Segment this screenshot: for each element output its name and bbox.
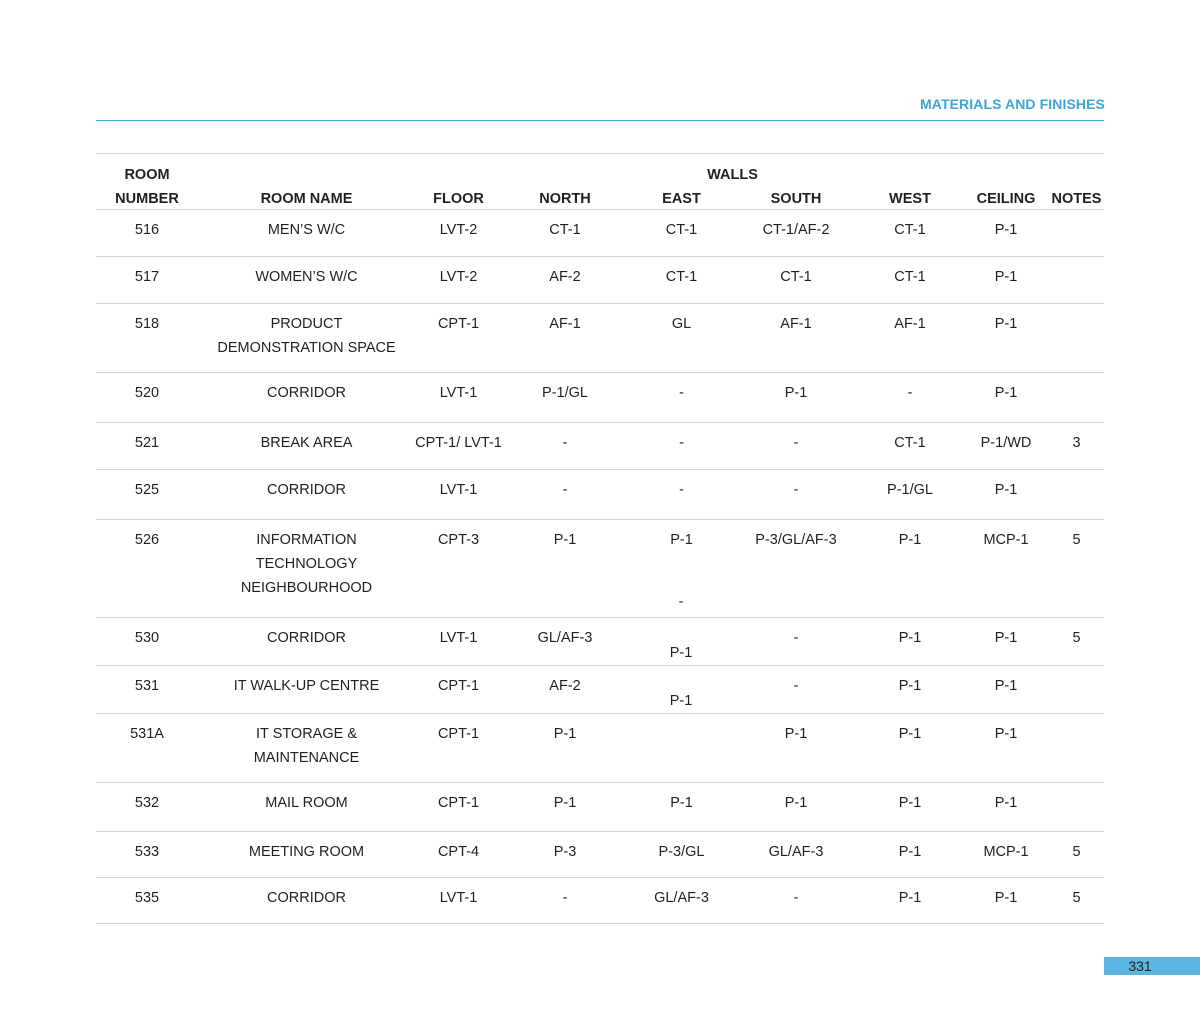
cell-west [857, 878, 963, 924]
cell-north [502, 304, 628, 373]
cell-floor [415, 783, 502, 832]
cell-ceiling-text: MCP-1 [983, 844, 1029, 860]
cell-name-text: PRODUCT DEMONSTRATION SPACE [217, 316, 396, 356]
cell-floor-text: LVT-1 [439, 630, 478, 646]
table-row [96, 783, 1104, 832]
table-row [96, 878, 1104, 924]
cell-north [502, 878, 628, 924]
cell-floor-text: CPT-1 [437, 726, 480, 742]
cell-ceiling [963, 470, 1049, 520]
cell-name [198, 304, 415, 373]
cell-ceiling-text: MCP-1 [983, 532, 1029, 548]
cell-notes-text: 5 [1072, 844, 1081, 860]
cell-ceiling-text: P-1 [994, 385, 1018, 401]
cell-south [735, 520, 857, 618]
cell-north-text: P-1/GL [542, 385, 588, 401]
cell-name-text: INFORMATION TECHNOLOGY NEIGHBOURHOOD [240, 532, 373, 596]
cell-room-text: 521 [134, 435, 160, 451]
cell-west-text: AF-1 [894, 316, 926, 332]
cell-room [96, 423, 198, 470]
cell-south-text: - [793, 435, 799, 451]
cell-room-text: 532 [134, 795, 160, 811]
cell-ceiling-text: P-1 [994, 482, 1018, 498]
cell-ceiling [963, 373, 1049, 423]
cell-room-text: 516 [134, 222, 160, 238]
cell-notes [1049, 783, 1104, 832]
cell-notes [1049, 470, 1104, 520]
cell-south-text: GL/AF-3 [768, 844, 824, 860]
cell-room [96, 878, 198, 924]
cell-north-text: AF-2 [549, 678, 581, 694]
cell-north [502, 423, 628, 470]
cell-south-text: P-1 [784, 385, 808, 401]
cell-north [502, 210, 628, 257]
cell-name [198, 666, 415, 714]
cell-west [857, 714, 963, 783]
cell-name [198, 210, 415, 257]
cell-ceiling-text: P-1 [994, 630, 1018, 646]
cell-name [198, 714, 415, 783]
cell-west-text: P-1 [898, 844, 922, 860]
cell-ceiling [963, 714, 1049, 783]
cell-room-text: 526 [134, 532, 160, 548]
cell-ceiling [963, 210, 1049, 257]
cell-room [96, 373, 198, 423]
cell-north-text: CT-1 [549, 222, 581, 238]
cell-east [628, 714, 735, 783]
cell-east [628, 304, 735, 373]
cell-north-text: - [562, 890, 568, 906]
cell-east-text: P-1 [670, 532, 693, 548]
cell-ceiling-text: P-1 [994, 890, 1018, 906]
cell-south [735, 257, 857, 304]
header-walls-group: WALLS [707, 167, 758, 183]
cell-notes-text [1049, 783, 1104, 791]
cell-notes [1049, 832, 1104, 878]
cell-room [96, 470, 198, 520]
cell-floor-text: CPT-1/ LVT-1 [415, 435, 502, 451]
table-row [96, 373, 1104, 423]
cell-notes-text [1049, 666, 1104, 674]
cell-south [735, 783, 857, 832]
cell-room-text: 530 [134, 630, 160, 646]
cell-room-text: 531A [130, 726, 164, 742]
cell-name [198, 470, 415, 520]
header-room-name: ROOM NAME [198, 183, 415, 210]
cell-room [96, 714, 198, 783]
east-merged-p1-b: P-1 [669, 693, 693, 709]
cell-name-text: CORRIDOR [267, 630, 346, 646]
cell-floor-text: CPT-1 [437, 316, 480, 332]
table-row [96, 423, 1104, 470]
cell-name-text: IT STORAGE & MAINTENANCE [253, 726, 360, 766]
cell-ceiling [963, 666, 1049, 714]
cell-notes [1049, 618, 1104, 666]
header-east: EAST [628, 183, 735, 210]
cell-floor-text: CPT-3 [437, 532, 480, 548]
cell-west [857, 618, 963, 666]
cell-west-text: CT-1 [894, 435, 926, 451]
cell-ceiling-text: P-1 [994, 316, 1018, 332]
cell-room [96, 832, 198, 878]
cell-name [198, 520, 415, 618]
cell-east [628, 878, 735, 924]
cell-name [198, 783, 415, 832]
cell-ceiling [963, 257, 1049, 304]
table-row [96, 520, 1104, 618]
cell-west [857, 520, 963, 618]
table-row [96, 714, 1104, 783]
cell-south-text: P-3/GL/AF-3 [755, 532, 837, 548]
cell-west-text: P-1/GL [887, 482, 933, 498]
cell-ceiling-text: P-1 [994, 795, 1018, 811]
cell-west [857, 470, 963, 520]
cell-north [502, 618, 628, 666]
cell-name [198, 832, 415, 878]
cell-floor-text: LVT-2 [439, 269, 478, 285]
cell-name [198, 878, 415, 924]
cell-ceiling [963, 304, 1049, 373]
cell-floor [415, 666, 502, 714]
table-row [96, 832, 1104, 878]
cell-floor [415, 210, 502, 257]
cell-ceiling [963, 618, 1049, 666]
cell-floor [415, 373, 502, 423]
cell-north-text: GL/AF-3 [537, 630, 593, 646]
cell-east-text: GL [671, 316, 692, 332]
cell-notes [1049, 878, 1104, 924]
cell-room-text: 518 [134, 316, 160, 332]
cell-ceiling [963, 878, 1049, 924]
cell-south-text: P-1 [784, 795, 808, 811]
cell-west-text: P-1 [898, 795, 922, 811]
cell-notes [1049, 373, 1104, 423]
title-divider [96, 120, 1104, 121]
cell-south [735, 832, 857, 878]
cell-south [735, 666, 857, 714]
cell-notes-text [1049, 210, 1104, 218]
cell-floor [415, 304, 502, 373]
cell-west [857, 304, 963, 373]
cell-floor-text: LVT-1 [439, 482, 478, 498]
cell-south-text: - [793, 482, 799, 498]
cell-floor [415, 832, 502, 878]
cell-notes [1049, 714, 1104, 783]
cell-name-text: MEETING ROOM [248, 844, 365, 860]
cell-floor-text: LVT-1 [439, 890, 478, 906]
cell-floor-text: LVT-1 [439, 385, 478, 401]
cell-east-text: CT-1 [665, 269, 698, 285]
finishes-table [96, 154, 1104, 924]
cell-west-text: CT-1 [894, 269, 926, 285]
cell-room [96, 257, 198, 304]
cell-north [502, 470, 628, 520]
cell-south-text: - [793, 678, 799, 694]
cell-notes [1049, 423, 1104, 470]
table-row [96, 618, 1104, 666]
cell-name-text: IT WALK-UP CENTRE [233, 678, 380, 694]
cell-west [857, 210, 963, 257]
cell-east-text: - [679, 482, 684, 498]
cell-floor [415, 878, 502, 924]
cell-east [628, 832, 735, 878]
cell-north-text: AF-2 [549, 269, 581, 285]
cell-floor-text: CPT-1 [437, 678, 480, 694]
cell-ceiling [963, 783, 1049, 832]
cell-room-text: 535 [134, 890, 160, 906]
cell-north [502, 832, 628, 878]
header-room-number-line2: NUMBER [96, 183, 198, 210]
table-row [96, 666, 1104, 714]
cell-west [857, 423, 963, 470]
cell-south-text: P-1 [784, 726, 808, 742]
cell-north-text: AF-1 [549, 316, 581, 332]
cell-room [96, 304, 198, 373]
cell-name [198, 257, 415, 304]
cell-floor [415, 618, 502, 666]
cell-west [857, 666, 963, 714]
cell-ceiling-text: P-1 [994, 678, 1018, 694]
cell-south [735, 618, 857, 666]
cell-name-text: MEN’S W/C [267, 222, 346, 238]
header-south: SOUTH [735, 183, 857, 210]
cell-south [735, 878, 857, 924]
cell-west-text: P-1 [898, 678, 922, 694]
cell-ceiling [963, 832, 1049, 878]
header-floor: FLOOR [415, 183, 502, 210]
header-room-number-line1: ROOM [124, 167, 170, 183]
cell-south [735, 210, 857, 257]
cell-notes-text [1049, 257, 1104, 265]
cell-east-text: - [679, 385, 684, 401]
cell-east-text: CT-1 [665, 222, 698, 238]
cell-notes-text: 5 [1072, 532, 1081, 548]
cell-notes-text [1049, 714, 1104, 722]
cell-notes-text: 3 [1072, 435, 1081, 451]
table-row [96, 470, 1104, 520]
cell-notes-text [1049, 373, 1104, 381]
table-row [96, 257, 1104, 304]
cell-name-text: CORRIDOR [267, 890, 346, 906]
cell-west-text: P-1 [898, 630, 922, 646]
cell-room [96, 618, 198, 666]
cell-north-text: - [562, 482, 568, 498]
cell-room-text: 517 [134, 269, 160, 285]
cell-north [502, 783, 628, 832]
page-number: 331 [1128, 958, 1152, 974]
cell-floor-text: CPT-4 [437, 844, 480, 860]
cell-notes-text: 5 [1072, 890, 1081, 906]
cell-east [628, 423, 735, 470]
cell-notes [1049, 666, 1104, 714]
cell-south-text: - [793, 630, 799, 646]
cell-room [96, 210, 198, 257]
cell-notes [1049, 520, 1104, 618]
cell-east-text [628, 666, 735, 674]
east-merged-p1-a: P-1 [669, 645, 693, 661]
cell-ceiling [963, 520, 1049, 618]
header-ceiling: CEILING [963, 183, 1049, 210]
cell-west [857, 373, 963, 423]
cell-room-text: 525 [134, 482, 160, 498]
cell-south-text: CT-1/AF-2 [762, 222, 830, 238]
cell-east [628, 470, 735, 520]
section-title: MATERIALS AND FINISHES [920, 96, 1105, 112]
cell-south [735, 714, 857, 783]
cell-south [735, 470, 857, 520]
header-notes: NOTES [1049, 183, 1104, 210]
cell-east-text [628, 618, 735, 626]
cell-floor-text: LVT-2 [439, 222, 478, 238]
cell-name [198, 373, 415, 423]
cell-room [96, 520, 198, 618]
cell-room-text: 520 [134, 385, 160, 401]
cell-north-text: P-3 [553, 844, 577, 860]
cell-ceiling-text: P-1 [994, 222, 1018, 238]
cell-west [857, 832, 963, 878]
cell-ceiling-text: P-1/WD [980, 435, 1032, 451]
header-west: WEST [857, 183, 963, 210]
cell-east-text: P-1 [670, 795, 693, 811]
cell-ceiling [963, 423, 1049, 470]
cell-north-text: P-1 [553, 532, 577, 548]
cell-south [735, 373, 857, 423]
cell-name-text: CORRIDOR [267, 385, 346, 401]
cell-south-text: AF-1 [780, 316, 812, 332]
cell-notes [1049, 210, 1104, 257]
cell-west-text: P-1 [898, 890, 922, 906]
east-merged-dash: - [678, 594, 684, 610]
cell-notes-text [1049, 470, 1104, 478]
cell-room [96, 666, 198, 714]
cell-north [502, 373, 628, 423]
cell-west-text: P-1 [898, 726, 922, 742]
cell-floor-text: CPT-1 [437, 795, 480, 811]
cell-ceiling-text: P-1 [994, 726, 1018, 742]
cell-north [502, 666, 628, 714]
cell-room [96, 783, 198, 832]
cell-east [628, 783, 735, 832]
cell-north-text: P-1 [553, 726, 577, 742]
cell-west-text: - [907, 385, 913, 401]
cell-west-text: CT-1 [894, 222, 926, 238]
cell-north-text: P-1 [553, 795, 577, 811]
cell-east-text: P-3/GL [658, 844, 705, 860]
cell-notes [1049, 304, 1104, 373]
cell-name [198, 423, 415, 470]
cell-name-text: CORRIDOR [267, 482, 346, 498]
cell-name-text: BREAK AREA [260, 435, 353, 451]
cell-west [857, 783, 963, 832]
cell-floor [415, 714, 502, 783]
table-row [96, 304, 1104, 373]
cell-notes-text [1049, 304, 1104, 312]
cell-name-text: WOMEN’S W/C [255, 269, 358, 285]
cell-north [502, 520, 628, 618]
cell-floor [415, 520, 502, 618]
cell-east-text: - [679, 435, 684, 451]
cell-name [198, 618, 415, 666]
cell-west-text: P-1 [898, 532, 922, 548]
table-row [96, 210, 1104, 257]
cell-north [502, 257, 628, 304]
cell-south-text: - [793, 890, 799, 906]
cell-floor [415, 423, 502, 470]
cell-east-text [628, 714, 735, 722]
cell-north-text: - [562, 435, 568, 451]
cell-east [628, 210, 735, 257]
header-north: NORTH [502, 183, 628, 210]
cell-south [735, 304, 857, 373]
cell-notes [1049, 257, 1104, 304]
cell-floor [415, 470, 502, 520]
cell-notes-text: 5 [1072, 630, 1081, 646]
cell-east-text: GL/AF-3 [654, 890, 709, 906]
cell-south-text: CT-1 [780, 269, 812, 285]
cell-west [857, 257, 963, 304]
cell-south [735, 423, 857, 470]
cell-north [502, 714, 628, 783]
cell-east [628, 373, 735, 423]
cell-name-text: MAIL ROOM [265, 795, 348, 811]
cell-ceiling-text: P-1 [994, 269, 1018, 285]
cell-floor [415, 257, 502, 304]
cell-east [628, 257, 735, 304]
cell-room-text: 533 [134, 844, 160, 860]
cell-room-text: 531 [134, 678, 160, 694]
